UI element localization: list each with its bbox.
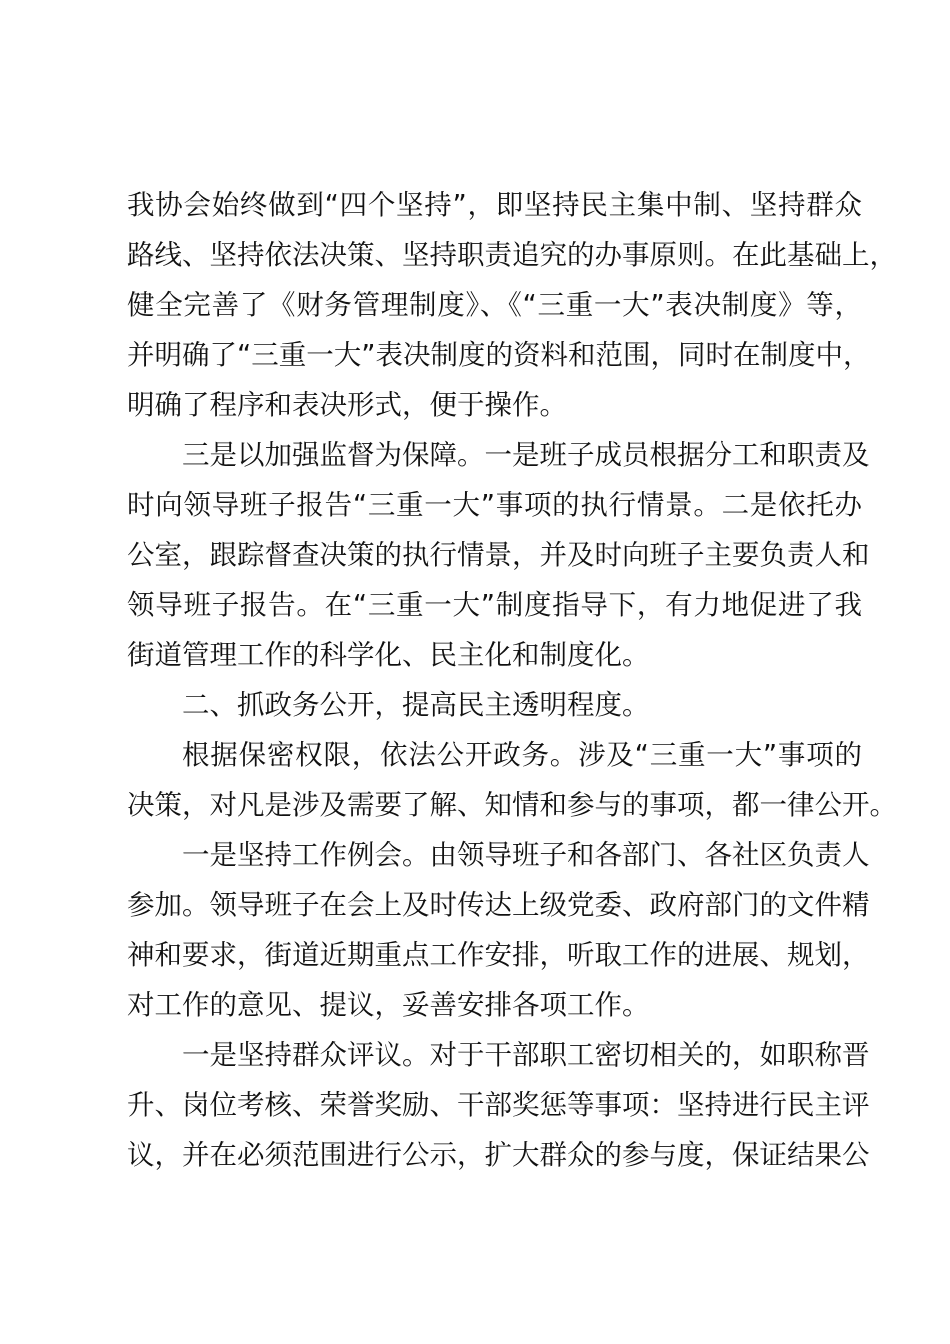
document-body bbox=[127, 180, 897, 1180]
text-line: 路线、坚持依法决策、坚持职责追究的办事原则。在此基础上， bbox=[127, 239, 897, 271]
text-line: 一是坚持工作例会。由领导班子和各部门、各社区负责人 bbox=[182, 839, 870, 871]
text-line: 领导班子报告。在“三重一大”制度指导下，有力地促进了我 bbox=[127, 589, 862, 621]
text-line: 参加。领导班子在会上及时传达上级党委、政府部门的文件精 bbox=[127, 889, 870, 921]
text-line: 决策，对凡是涉及需要了解、知情和参与的事项，都一律公开。 bbox=[127, 789, 897, 821]
text-line: 对工作的意见、提议，妥善安排各项工作。 bbox=[127, 989, 650, 1021]
text-line: 时向领导班子报告“三重一大”事项的执行情景。二是依托办 bbox=[127, 489, 862, 521]
text-line: 根据保密权限，依法公开政务。涉及“三重一大”事项的 bbox=[182, 739, 862, 771]
text-line: 升、岗位考核、荣誉奖励、干部奖惩等事项：坚持进行民主评 bbox=[127, 1089, 870, 1121]
text-line: 街道管理工作的科学化、民主化和制度化。 bbox=[127, 639, 650, 671]
text-line: 三是以加强监督为保障。一是班子成员根据分工和职责及 bbox=[182, 439, 870, 471]
text-line: 我协会始终做到“四个坚持”，即坚持民主集中制、坚持群众 bbox=[127, 189, 862, 221]
text-line: 神和要求，街道近期重点工作安排，听取工作的进展、规划， bbox=[127, 939, 870, 971]
text-line: 明确了程序和表决形式，便于操作。 bbox=[127, 389, 567, 421]
text-line: 二、抓政务公开，提高民主透明程度。 bbox=[182, 689, 650, 721]
text-line: 健全完善了《财务管理制度》、《“三重一大”表决制度》等， bbox=[127, 289, 862, 321]
text-line: 议，并在必须范围进行公示，扩大群众的参与度，保证结果公 bbox=[127, 1139, 870, 1171]
text-line: 并明确了“三重一大”表决制度的资料和范围，同时在制度中， bbox=[127, 339, 871, 371]
text-line: 公室，跟踪督查决策的执行情景，并及时向班子主要负责人和 bbox=[127, 539, 870, 571]
text-line: 一是坚持群众评议。对于干部职工密切相关的，如职称晋 bbox=[182, 1039, 870, 1071]
